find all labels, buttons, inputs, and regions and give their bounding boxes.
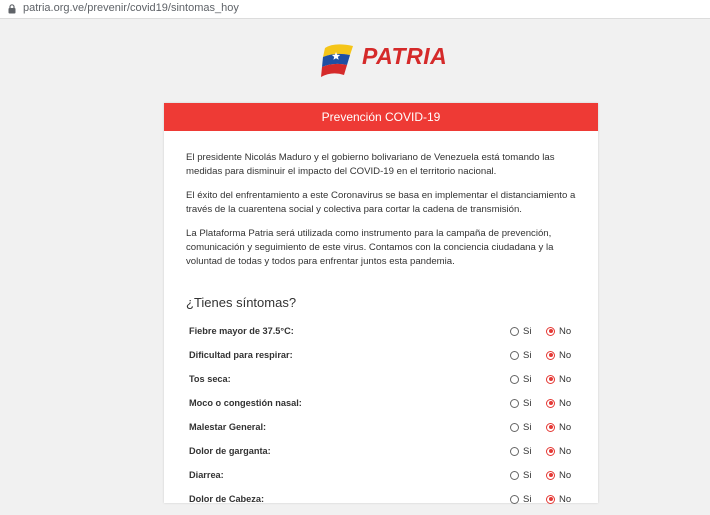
radio-label-yes: Si xyxy=(523,421,532,433)
radio-button-yes[interactable] xyxy=(510,375,519,384)
radio-button-no[interactable] xyxy=(546,471,555,480)
intro-paragraph-2: El éxito del enfrentamiento a este Coronavirus se basa en implementar el distanciamiento a través de la cuarentena social y colectiva para cortar la cadena de transmisión. xyxy=(186,190,576,215)
symptom-label: Tos seca: xyxy=(189,374,231,384)
radio-yes[interactable] xyxy=(510,419,531,435)
radio-button-no[interactable] xyxy=(546,423,555,432)
symptom-label: Malestar General: xyxy=(189,422,267,432)
flag-icon xyxy=(320,40,360,80)
radio-label-no: No xyxy=(559,469,572,481)
radio-label-yes: Si xyxy=(523,445,532,457)
radio-button-no[interactable] xyxy=(546,399,555,408)
radio-no[interactable] xyxy=(546,419,571,435)
radio-button-yes[interactable] xyxy=(510,399,519,408)
radio-yes[interactable] xyxy=(510,467,531,483)
symptom-row xyxy=(189,395,584,419)
symptom-row xyxy=(189,467,584,491)
radio-yes[interactable] xyxy=(510,347,531,363)
prevention-card xyxy=(164,103,598,503)
browser-address-bar[interactable] xyxy=(0,0,710,19)
symptom-row xyxy=(189,443,584,467)
symptom-row xyxy=(189,491,584,515)
radio-label-yes: Si xyxy=(523,493,532,505)
symptom-label: Moco o congestión nasal: xyxy=(189,398,302,408)
logo-text: PATRIA xyxy=(362,43,448,69)
radio-label-no: No xyxy=(559,373,572,385)
radio-yes[interactable] xyxy=(510,395,531,411)
symptom-row xyxy=(189,347,584,371)
radio-label-yes: Si xyxy=(523,397,532,409)
radio-button-yes[interactable] xyxy=(510,423,519,432)
radio-label-no: No xyxy=(559,349,572,361)
symptoms-question: ¿Tienes síntomas? xyxy=(186,295,297,310)
radio-label-no: No xyxy=(559,421,572,433)
intro-paragraph-1: El presidente Nicolás Maduro y el gobierno bolivariano de Venezuela está tomando las medidas para disminuir el impacto del COVID-19 en el territorio nacional. xyxy=(186,152,555,177)
lock-icon xyxy=(8,4,16,14)
patria-logo[interactable] xyxy=(320,40,448,80)
intro-paragraph-3: La Plataforma Patria será utilizada como instrumento para la campaña de prevención, comunicación y seguimiento de este virus. Contamos con la conciencia ciudadana y la voluntad de todas y todos para enfrentar juntos esta pandemia. xyxy=(186,228,554,267)
symptom-row xyxy=(189,371,584,395)
radio-button-yes[interactable] xyxy=(510,351,519,360)
radio-no[interactable] xyxy=(546,491,571,507)
radio-button-yes[interactable] xyxy=(510,327,519,336)
symptom-label: Diarrea: xyxy=(189,470,224,480)
card-title: Prevención COVID-19 xyxy=(164,103,598,131)
radio-label-yes: Si xyxy=(523,325,532,337)
intro-text xyxy=(186,151,581,279)
radio-yes[interactable] xyxy=(510,371,531,387)
radio-button-no[interactable] xyxy=(546,351,555,360)
radio-button-no[interactable] xyxy=(546,327,555,336)
url-text: patria.org.ve/prevenir/covid19/sintomas_hoy xyxy=(23,2,239,14)
radio-yes[interactable] xyxy=(510,491,531,507)
radio-label-no: No xyxy=(559,493,572,505)
radio-button-no[interactable] xyxy=(546,447,555,456)
radio-label-no: No xyxy=(559,325,572,337)
radio-yes[interactable] xyxy=(510,323,531,339)
radio-button-yes[interactable] xyxy=(510,447,519,456)
radio-label-yes: Si xyxy=(523,469,532,481)
radio-no[interactable] xyxy=(546,323,571,339)
radio-no[interactable] xyxy=(546,467,571,483)
radio-button-yes[interactable] xyxy=(510,471,519,480)
radio-label-yes: Si xyxy=(523,349,532,361)
radio-no[interactable] xyxy=(546,443,571,459)
symptom-row xyxy=(189,323,584,347)
symptom-row xyxy=(189,419,584,443)
radio-no[interactable] xyxy=(546,371,571,387)
symptom-label: Fiebre mayor de 37.5°C: xyxy=(189,326,294,336)
radio-label-no: No xyxy=(559,445,572,457)
radio-no[interactable] xyxy=(546,347,571,363)
radio-no[interactable] xyxy=(546,395,571,411)
symptom-label: Dificultad para respirar: xyxy=(189,350,293,360)
symptom-label: Dolor de garganta: xyxy=(189,446,271,456)
radio-label-no: No xyxy=(559,397,572,409)
radio-button-no[interactable] xyxy=(546,375,555,384)
symptom-label: Dolor de Cabeza: xyxy=(189,494,265,504)
radio-yes[interactable] xyxy=(510,443,531,459)
radio-label-yes: Si xyxy=(523,373,532,385)
